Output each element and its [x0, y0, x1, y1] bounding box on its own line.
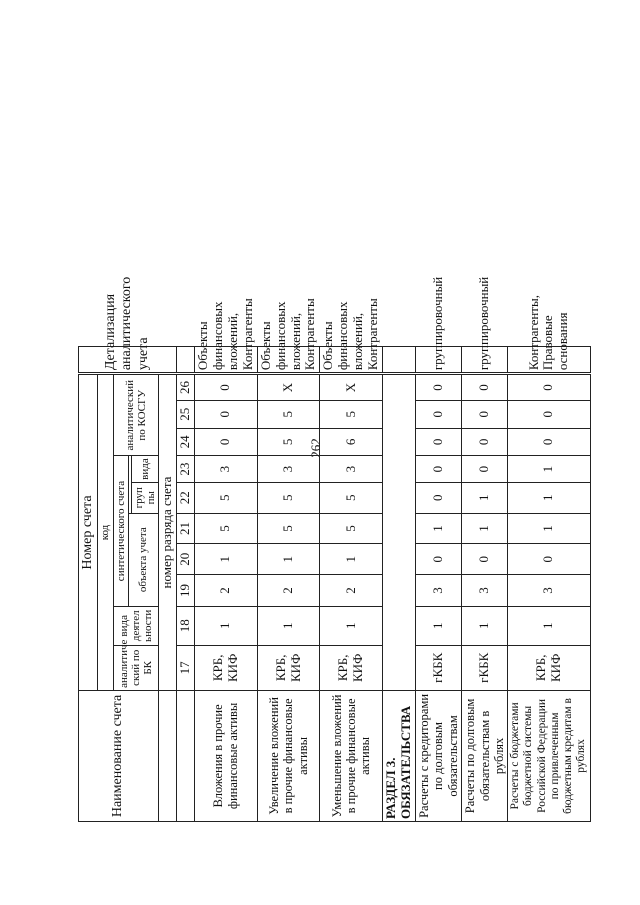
cell-bk: гКБК [416, 645, 462, 690]
cell-digit: X [257, 374, 320, 401]
cell-digit: 3 [194, 456, 257, 483]
column-number: 22 [176, 482, 194, 513]
cell-digit: 0 [508, 428, 590, 456]
cell-bk: КРБ, КИФ [194, 645, 257, 690]
cell-detail: Объекты финансовых вложений, Контрагенты [257, 346, 320, 374]
cell-digit: 0 [462, 400, 508, 428]
cell-digit: 1 [257, 544, 320, 575]
cell-digit: 3 [257, 456, 320, 483]
cell-digit: 1 [462, 513, 508, 544]
cell-digit: 0 [462, 544, 508, 575]
cell-digit: 1 [416, 606, 462, 645]
cell-detail: группировочный [416, 346, 462, 374]
cell-digit: 0 [462, 428, 508, 456]
table-row [320, 38, 383, 822]
cell-digit: 1 [320, 606, 383, 645]
account-name: Расчеты по долговым обязательствам в рублях [462, 690, 508, 821]
page-number: 262 [308, 438, 323, 458]
column-number: 18 [176, 606, 194, 645]
column-number: 21 [176, 513, 194, 544]
cell-digit: 5 [320, 482, 383, 513]
cell-digit: 5 [194, 482, 257, 513]
account-name: Уменьшение вложений в прочие финансовые активы [320, 690, 383, 821]
cell-digit: 1 [462, 606, 508, 645]
rotated-table-container [78, 37, 588, 822]
header-code: код [98, 374, 114, 691]
cell-digit: 5 [257, 482, 320, 513]
cell-detail: Контрагенты, Правовые основания [508, 346, 590, 374]
cell-digit: 1 [508, 482, 590, 513]
account-name: Расчеты с кредиторами по долговым обязательствам [416, 690, 462, 821]
header-kosgu: аналитический по КОСГУ [113, 374, 158, 456]
cell-digit: 0 [194, 428, 257, 456]
cell-digit: 0 [194, 400, 257, 428]
cell-digit: 5 [320, 400, 383, 428]
header-name: Наименование счета [79, 690, 159, 821]
column-number: 24 [176, 428, 194, 456]
cell-digit: 3 [320, 456, 383, 483]
table-row [416, 38, 462, 822]
cell-digit: 0 [416, 374, 462, 401]
cell-bk: гКБК [462, 645, 508, 690]
table-row [508, 38, 590, 822]
section-title: РАЗДЕЛ 3. ОБЯЗАТЕЛЬСТВА [383, 690, 416, 821]
header-account-object: объекта учета [128, 513, 158, 606]
section-spacer [383, 374, 416, 691]
cell-digit: 0 [508, 374, 590, 401]
cell-digit: 0 [508, 400, 590, 428]
cell-detail: группировочный [462, 346, 508, 374]
column-number-spacer [176, 346, 194, 374]
column-number: 26 [176, 374, 194, 401]
header-kind: вида [131, 456, 158, 483]
account-name: Вложения в прочие финансовые активы [194, 690, 257, 821]
cell-bk: КРБ, КИФ [320, 645, 383, 690]
header-detail: Детализация аналитического учета [79, 346, 177, 374]
section-row [383, 38, 416, 822]
section-spacer [383, 346, 416, 374]
cell-detail: Объекты финансовых вложений, Контрагенты [194, 346, 257, 374]
column-number: 20 [176, 544, 194, 575]
cell-digit: 2 [320, 575, 383, 607]
cell-digit: 5 [257, 400, 320, 428]
table-row [462, 38, 508, 822]
cell-digit: 1 [462, 482, 508, 513]
cell-digit: 0 [462, 374, 508, 401]
column-number: 19 [176, 575, 194, 607]
cell-digit: 1 [194, 544, 257, 575]
cell-digit: 3 [416, 575, 462, 607]
column-number: 17 [176, 645, 194, 690]
cell-digit: 3 [462, 575, 508, 607]
column-number: 25 [176, 400, 194, 428]
cell-digit: 6 [320, 428, 383, 456]
account-name: Увеличение вложений в прочие финансовые активы [257, 690, 320, 821]
cell-digit: 1 [508, 606, 590, 645]
cell-digit: 0 [416, 456, 462, 483]
table-row [257, 38, 320, 822]
cell-digit: 3 [508, 575, 590, 607]
cell-digit: 2 [257, 575, 320, 607]
column-number: 23 [176, 456, 194, 483]
cell-digit: 1 [257, 606, 320, 645]
cell-digit: 2 [194, 575, 257, 607]
cell-digit: 5 [320, 513, 383, 544]
account-name: Расчеты с бюджетами бюджетной системы Российской Федерации по привлеченным бюджетным кредитам в рублях [508, 690, 590, 821]
table-row [194, 38, 257, 822]
cell-digit: 1 [508, 456, 590, 483]
column-number-spacer [176, 690, 194, 821]
cell-digit: 0 [416, 400, 462, 428]
cell-bk: КРБ, КИФ [508, 645, 590, 690]
header-synthetic: синтетического счета [113, 456, 128, 607]
header-analytic-bk: аналитиче ский по БК [113, 645, 158, 690]
cell-digit: 5 [257, 513, 320, 544]
cell-bk: КРБ, КИФ [257, 645, 320, 690]
cell-digit: 0 [462, 456, 508, 483]
cell-digit: 0 [508, 544, 590, 575]
cell-digit: 1 [194, 606, 257, 645]
header-name-cont [159, 690, 177, 821]
header-activity-type: вида деятел ьности [113, 606, 158, 645]
cell-digit: X [320, 374, 383, 401]
cell-digit: 1 [320, 544, 383, 575]
accounts-table [78, 37, 591, 822]
header-account-number: Номер счета [79, 374, 98, 691]
cell-digit: 5 [194, 513, 257, 544]
cell-detail: Объекты финансовых вложений, Контрагенты [320, 346, 383, 374]
cell-digit: 0 [416, 544, 462, 575]
cell-digit: 0 [416, 428, 462, 456]
cell-digit: 1 [416, 513, 462, 544]
header-digit-number: номер разряда счета [159, 374, 177, 691]
cell-digit: 0 [194, 374, 257, 401]
cell-digit: 5 [257, 428, 320, 456]
header-group: груп пы [131, 482, 158, 513]
cell-digit: 1 [508, 513, 590, 544]
cell-digit: 0 [416, 482, 462, 513]
